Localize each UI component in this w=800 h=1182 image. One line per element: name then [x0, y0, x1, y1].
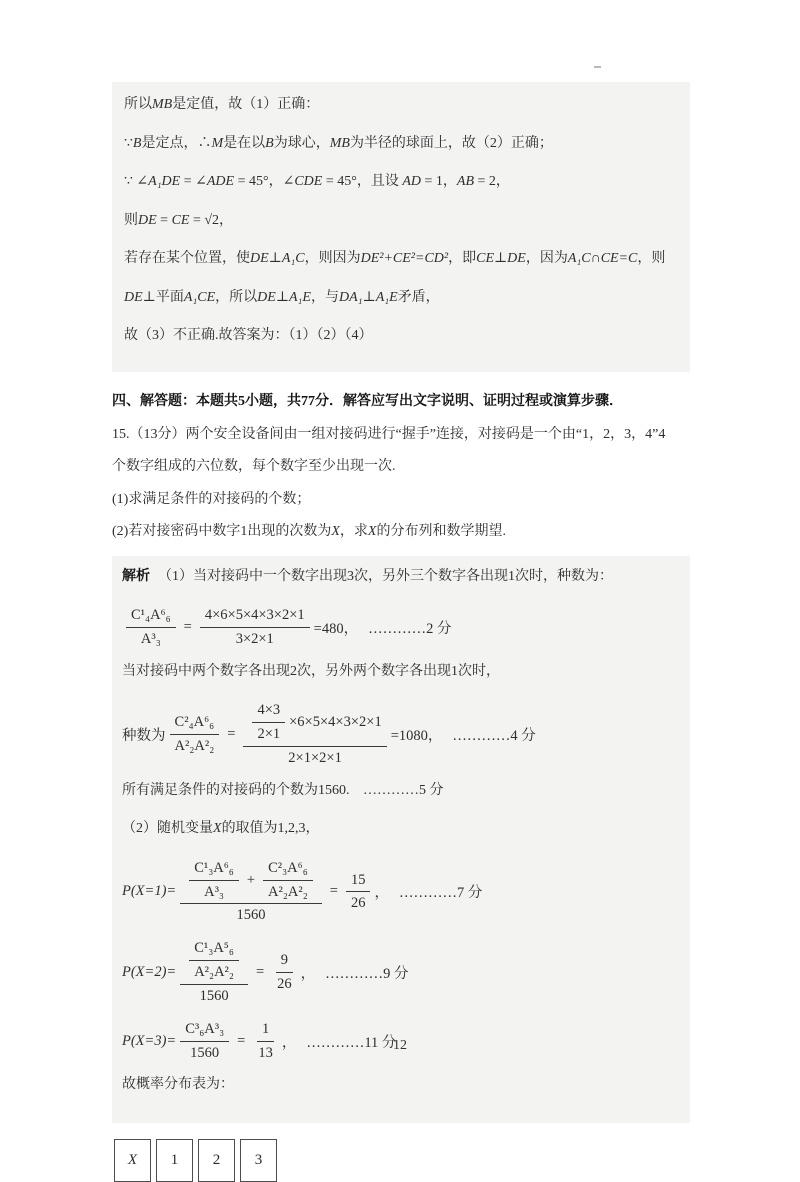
- score-marker: …………4 分: [452, 727, 536, 744]
- text-line: [124, 135, 678, 153]
- equals-sign: =: [329, 883, 338, 900]
- text-run: = 45°，∠: [234, 174, 295, 189]
- comma: ，: [300, 966, 316, 983]
- text-run: ，则: [637, 251, 666, 266]
- fraction-result: [346, 871, 371, 914]
- distribution-table: [114, 1139, 690, 1182]
- formula-prob-x2: [122, 939, 680, 1006]
- fraction-denominator: 2×1×2×1: [288, 749, 342, 766]
- score-marker: …………5 分: [363, 782, 444, 798]
- text-line: [124, 289, 678, 307]
- text-run: (1)求满足条件的对接码的个数；: [112, 491, 311, 507]
- text-run: X: [367, 524, 377, 539]
- text-line: [124, 250, 678, 268]
- text-run: 矛盾，: [397, 289, 440, 305]
- nested-fraction: [263, 859, 313, 902]
- nested-fraction: [189, 859, 239, 902]
- text-run: CDE: [294, 174, 323, 189]
- text-run: 是定点，∴: [141, 135, 212, 151]
- page-content: [112, 82, 690, 1182]
- text-run: ，所以: [215, 289, 258, 305]
- question-text-line: [112, 458, 690, 476]
- probability-lhs: P(X=3)=: [122, 1032, 177, 1049]
- text-run: 为半径的球面上，故（2）正确；: [349, 135, 553, 151]
- fraction-numerator: 4×3: [252, 701, 285, 723]
- text-run: M: [211, 135, 224, 151]
- question-part-1: [112, 491, 690, 509]
- fraction-lhs: [126, 606, 176, 649]
- text-run: 是在以: [223, 135, 266, 151]
- fraction-numerator: 9: [276, 951, 293, 973]
- text-run: A₁CE: [183, 289, 216, 305]
- fraction-main: [180, 939, 248, 1006]
- fraction-numerator: C²₃A⁶₆: [263, 859, 313, 881]
- text-line: [124, 96, 678, 114]
- text-run: DE: [250, 251, 269, 266]
- text-run: = 1，: [421, 174, 457, 189]
- part2-intro-line: [122, 820, 680, 838]
- fraction-denominator: 13: [258, 1044, 273, 1061]
- fraction-result: [272, 951, 297, 994]
- equals-sign: =: [237, 1032, 246, 1049]
- text-run: ，与: [310, 289, 339, 305]
- table-cell: [240, 1139, 277, 1182]
- table-cell: [156, 1139, 193, 1182]
- table-cell-value: 3: [254, 1151, 263, 1168]
- text-run: B: [265, 135, 274, 151]
- text-run: X: [213, 821, 222, 837]
- text-run: A₁E: [375, 289, 398, 305]
- fraction-denominator: A²₂A²₂: [194, 964, 234, 981]
- text-run: DE: [257, 289, 276, 305]
- score-marker: …………7 分: [398, 885, 483, 902]
- score-marker: …………9 分: [325, 966, 409, 983]
- fraction-numerator: 1: [257, 1020, 274, 1042]
- score-marker: …………2 分: [368, 620, 452, 637]
- analysis-intro-line: [122, 568, 680, 586]
- text-run: A₁C∩CE=C: [567, 251, 638, 266]
- text-run: 15.（13分）两个安全设备间由一组对接码进行“握手”连接，对接码是一个由“1，2，3，4”4: [112, 426, 666, 442]
- equals-sign: =: [227, 725, 236, 742]
- analysis-label: 解析: [122, 568, 150, 584]
- text-run: X: [331, 524, 340, 539]
- text-run: CE: [476, 251, 494, 266]
- text-run: ，因为: [525, 251, 568, 266]
- nested-fraction: [189, 939, 239, 982]
- fraction-numerator: [243, 701, 386, 747]
- text-line: [124, 212, 678, 230]
- fraction-numerator: [180, 859, 322, 905]
- text-run: DE: [138, 212, 157, 228]
- table-cell-value: 1: [170, 1151, 179, 1168]
- formula-count-case1: [122, 606, 680, 649]
- table-cell: [114, 1139, 151, 1182]
- text-run: ⊥: [268, 251, 282, 266]
- text-run: ，求: [339, 524, 368, 539]
- fraction-numerator: C¹₄A⁶₆: [126, 606, 176, 628]
- text-run: = ∠: [180, 174, 207, 189]
- text-run: CE: [171, 212, 190, 228]
- question-15-statement: [112, 426, 690, 541]
- table-cell: [198, 1139, 235, 1182]
- fraction-numerator: 4×6×5×4×3×2×1: [200, 606, 310, 628]
- section-heading: 四、解答题：本题共5小题，共77分．解答应写出文字说明、证明过程或演算步骤．: [112, 393, 623, 409]
- text-run: = 2，: [474, 174, 510, 189]
- text-run: AD: [402, 174, 421, 189]
- total-count-line: [122, 782, 680, 800]
- text-run: 的分布列和数学期望.: [376, 524, 506, 539]
- text-run: A₁C: [281, 251, 305, 266]
- question-part-2: [112, 523, 690, 541]
- comma: ，: [374, 885, 389, 902]
- text-run: B: [132, 135, 142, 151]
- probability-lhs: P(X=2)=: [122, 964, 177, 981]
- fraction-denominator: A²₂A²₂: [174, 737, 215, 754]
- text-run: 的取值为1,2,3，: [221, 821, 320, 837]
- text-run: DA₁: [338, 289, 363, 305]
- numerator-rest: ×6×5×4×3×2×1: [289, 714, 382, 731]
- text-run: A₁DE: [148, 174, 181, 189]
- fraction-denominator: A³₃: [204, 883, 224, 900]
- text-run: 是定值，故（1）正确：: [172, 97, 320, 112]
- fraction-numerator: C³₆A³₃: [180, 1020, 229, 1042]
- comma: ，: [281, 1034, 297, 1051]
- text-run: DE²+CE²=CD²: [360, 251, 449, 266]
- nested-fraction: [252, 701, 285, 744]
- text-run: MB: [329, 135, 350, 151]
- formula-prob-x1: [122, 859, 680, 926]
- fraction-lhs: [170, 713, 220, 756]
- fraction-numerator: C¹₃A⁶₆: [189, 859, 239, 881]
- fraction-main: [180, 859, 322, 926]
- text-run: 若存在某个位置，使: [124, 251, 250, 266]
- text-run: A₁E: [289, 289, 311, 305]
- text-run: = √2，: [189, 212, 234, 228]
- fraction-denominator: 26: [350, 895, 366, 912]
- probability-lhs: P(X=1)=: [122, 883, 177, 900]
- text-run: 个数字组成的六位数，每个数字至少出现一次.: [112, 459, 396, 474]
- text-run: ，即: [448, 251, 477, 266]
- formula-result: =480，: [313, 620, 359, 637]
- analysis-intro-text: （1）当对接码中一个数字出现3次，另外三个数字各出现1次时，种数为：: [158, 568, 613, 584]
- fraction-denominator: A³₃: [140, 630, 161, 647]
- text-run: ⊥: [494, 251, 508, 266]
- formula-result: =1080，: [390, 727, 443, 744]
- fraction-denominator: 26: [277, 976, 292, 993]
- table-cell-value: 2: [212, 1151, 221, 1168]
- fraction-rhs: [200, 606, 310, 649]
- text-run: MB: [152, 97, 173, 112]
- fraction-numerator: C²₄A⁶₆: [170, 713, 220, 735]
- equals-sign: =: [183, 618, 192, 635]
- fraction-denominator: 1560: [190, 1044, 220, 1061]
- plus-sign: +: [246, 871, 256, 888]
- text-run: =: [156, 212, 172, 228]
- solution-block-previous-question: [112, 82, 690, 372]
- text-run: = 45°，且设: [322, 174, 403, 189]
- equals-sign: =: [255, 964, 265, 981]
- text-run: （2）随机变量: [122, 821, 213, 837]
- text-line: [124, 173, 678, 191]
- text-line: 当对接码中两个数字各出现2次，另外两个数字各出现1次时，: [122, 663, 500, 679]
- table-cell-value: X: [127, 1151, 138, 1168]
- fraction-denominator: A²₂A²₂: [268, 883, 308, 900]
- text-run: 则: [124, 212, 138, 228]
- question-text-line: [112, 426, 690, 444]
- fraction-denominator: 1560: [199, 987, 229, 1004]
- text-line: [124, 327, 678, 345]
- formula-count-case2: [122, 701, 680, 768]
- text-run: 所以: [124, 97, 152, 112]
- formula-prefix: 种数为: [122, 727, 166, 744]
- text-run: AB: [456, 174, 475, 189]
- text-run: DE: [124, 289, 143, 305]
- fraction-denominator: 2×1: [257, 726, 281, 743]
- score-marker: …………11 分: [306, 1034, 397, 1051]
- fraction-numerator: 15: [346, 871, 371, 893]
- text-run: ⊥平面: [142, 289, 184, 305]
- text-run: 故（3）不正确.故答案为：（1）（2）（4）: [124, 328, 373, 343]
- text-run: (2)若对接密码中数字1出现的次数为: [112, 524, 332, 539]
- text-run: ∵: [124, 135, 133, 151]
- text-run: ⊥: [362, 289, 376, 305]
- fraction-denominator: 3×2×1: [235, 630, 274, 647]
- fraction-denominator: 1560: [236, 907, 266, 924]
- total-count-text: 所有满足条件的对接码的个数为1560.: [122, 782, 350, 798]
- text-run: ADE: [206, 174, 235, 189]
- fraction-numerator: [180, 939, 248, 985]
- distribution-table-intro: 故概率分布表为：: [122, 1077, 234, 1093]
- text-run: 为球心，: [273, 135, 330, 151]
- text-run: ⊥: [275, 289, 289, 305]
- text-run: DE: [507, 251, 526, 266]
- text-run: ∵ ∠: [124, 174, 149, 189]
- text-run: ，则因为: [304, 251, 361, 266]
- scan-artifact-mark: [594, 66, 601, 68]
- page-number: 12: [393, 1038, 407, 1053]
- fraction-rhs: [243, 701, 386, 768]
- fraction-numerator: C¹₃A⁵₆: [189, 939, 239, 961]
